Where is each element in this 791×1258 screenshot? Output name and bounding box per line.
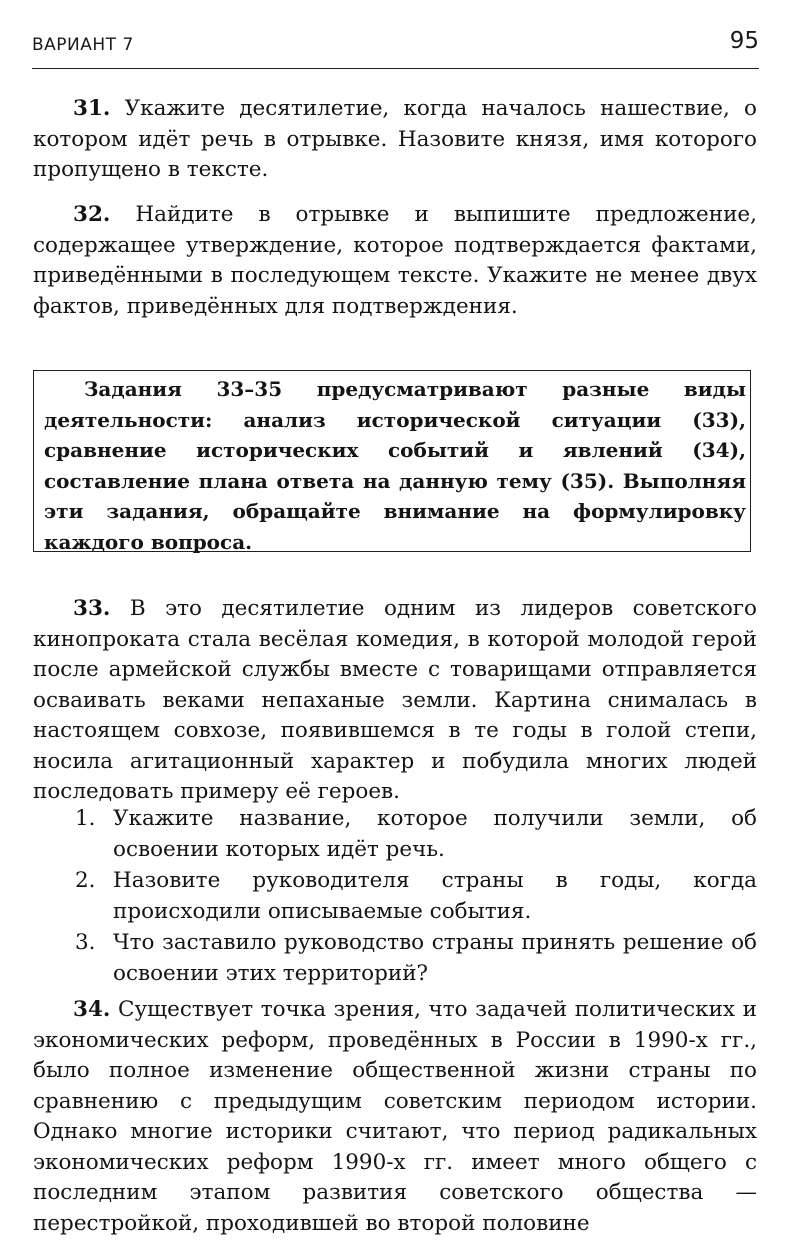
variant-title: ВАРИАНТ 7 xyxy=(32,35,134,55)
item-text: Назовите руководителя страны в годы, когда происходили описываемые события. xyxy=(113,868,757,924)
question-text: Найдите в отрывке и выпишите предложение, содержащее утверждение, которое подтверждается фактами, приведёнными в последующем тексте. Укажите не менее двух фактов, приведённых для подтверждения. xyxy=(33,202,757,319)
question-text: Существует точка зрения, что задачей политических и экономических реформ, проведённых в России в 1990-х гг., было полное изменение общественной жизни страны по сравнению с предыдущим советским периодом истории. Однако многие историки считают, что период радикальных экономических реформ 1990-х гг. имеет много общего с последним этапом развития советского общества — перестройкой, проходившей во второй половине xyxy=(33,997,757,1236)
instructions-text xyxy=(34,374,750,557)
question-32 xyxy=(33,200,757,322)
list-item xyxy=(75,866,757,927)
question-number: 33. xyxy=(73,596,111,621)
page-number: 95 xyxy=(729,28,759,54)
question-text: Укажите десятилетие, когда началось нашествие, о котором идёт речь в отрывке. Назовите князя, имя которого пропущено в тексте. xyxy=(33,96,757,182)
instructions-box xyxy=(33,370,751,552)
question-number: 31. xyxy=(73,96,111,121)
item-number: 2. xyxy=(75,868,96,893)
item-number: 3. xyxy=(75,930,96,955)
question-31 xyxy=(33,94,757,186)
list-item xyxy=(75,804,757,865)
question-33 xyxy=(33,594,757,808)
question-number: 32. xyxy=(73,202,111,227)
page-header xyxy=(32,26,759,69)
item-number: 1. xyxy=(75,806,96,831)
item-text: Что заставило руководство страны принять решение об освоении этих территорий? xyxy=(113,930,757,986)
question-33-subitems xyxy=(75,804,757,990)
instructions-content: Задания 33–35 предусматривают разные виды деятельности: анализ исторической ситуации (33), сравнение исторических событий и явлений (34), составление плана ответа на данную тему (35). Выполняя эти задания, обращайте внимание на формулировку каждого вопроса. xyxy=(44,377,746,554)
question-text: В это десятилетие одним из лидеров советского кинопроката стала весёлая комедия, в которой молодой герой после армейской службы вместе с товарищами отправляется осваивать веками непаханые земли. Картина снималась в настоящем совхозе, появившемся в те годы в голой степи, носила агитационный характер и побудила многих людей последовать примеру её героев. xyxy=(33,596,757,804)
question-34 xyxy=(33,995,757,1239)
item-text: Укажите название, которое получили земли, об освоении которых идёт речь. xyxy=(113,806,757,862)
list-item xyxy=(75,928,757,989)
question-number: 34. xyxy=(73,997,111,1022)
